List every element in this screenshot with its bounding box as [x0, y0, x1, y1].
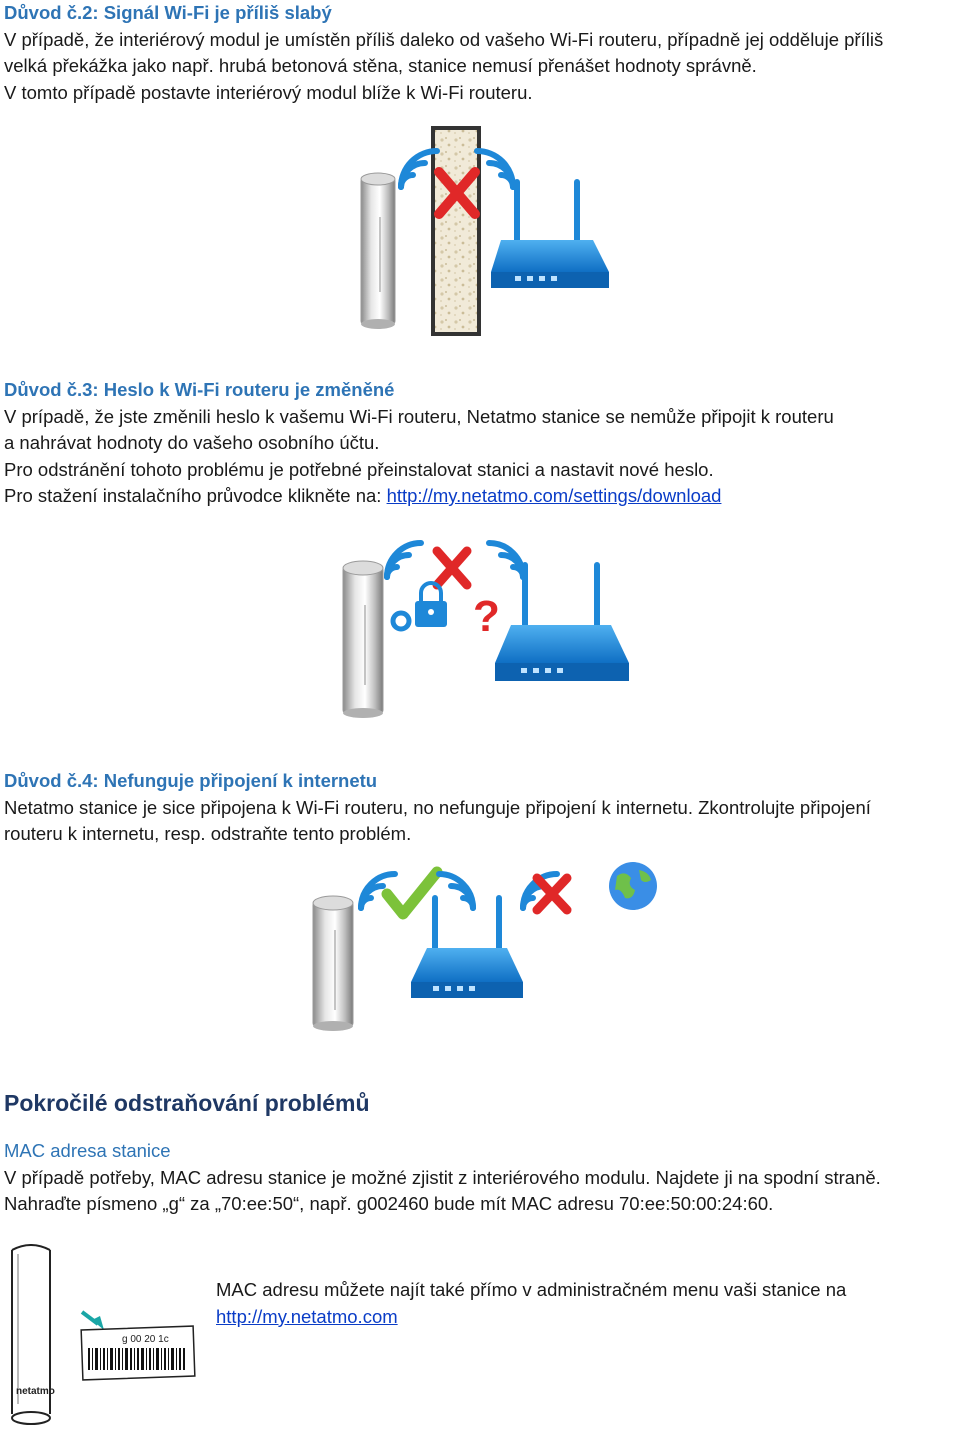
password-illustration [335, 535, 635, 719]
cross-icon [537, 878, 567, 910]
module-outline-icon [12, 1245, 50, 1424]
mac-note [216, 1277, 956, 1330]
advanced-heading: Pokročilé odstraňování problémů [4, 1090, 370, 1116]
mac-note-text: MAC adresu můžete najít také přímo v administračném menu vaši stanice na [216, 1279, 847, 1300]
reason4-heading: Důvod č.4: Nefunguje připojení k internetu [4, 770, 378, 791]
globe-icon [609, 862, 657, 910]
station-cylinder-icon [361, 173, 395, 329]
concrete-wall-icon [433, 128, 479, 334]
wifi-waves-right-icon [477, 151, 513, 187]
reason4-text-1: Netatmo stanice je sice připojena k Wi-Fi routeru, no nefunguje připojení k internetu. Zkontrolujte připojení [4, 796, 871, 818]
label-code: g 00 20 1c [122, 1334, 169, 1345]
reason2-section [4, 0, 956, 106]
mac-heading: MAC adresa stanice [4, 1140, 171, 1161]
router-icon [411, 898, 523, 998]
reason4-text-2: routeru k internetu, resp. odstraňte tento problém. [4, 823, 412, 844]
reason3-text-3: Pro odstránění tohoto problému je potřebné přeinstalovat stanici a nastavit nové heslo. [4, 458, 714, 480]
label-arrow-icon [82, 1312, 104, 1330]
reason4-section [4, 768, 956, 848]
mac-text-2: Nahraďte písmeno „g“ za „70:ee:50“, např. g002460 bude mít MAC adresu 70:ee:50:00:24:60. [4, 1193, 774, 1214]
weak-signal-illustration [355, 122, 615, 340]
brand-logo: netatmo [16, 1386, 55, 1397]
reason2-heading: Důvod č.2: Signál Wi-Fi je příliš slabý [4, 2, 332, 23]
reason3-heading: Důvod č.3: Heslo k Wi-Fi routeru je změněné [4, 379, 395, 400]
no-internet-illustration [305, 860, 665, 1032]
reason3-text-4 [4, 483, 956, 510]
wifi-waves-left-icon [387, 543, 421, 577]
reason3-text-1: V prípadě, že jste změnili heslo k vašemu Wi-Fi routeru, Netatmo stanice se nemůže připojit k routeru [4, 405, 834, 427]
barcode-label [81, 1326, 195, 1380]
mac-section [4, 1138, 956, 1218]
question-mark-icon: ? [473, 592, 500, 641]
reason3-link-prefix: Pro stažení instalačního průvodce klikněte na: [4, 485, 387, 506]
station-cylinder-icon [313, 896, 353, 1031]
station-cylinder-icon [343, 561, 383, 718]
reason2-text-2: velká překážka jako např. hrubá betonová stěna, stanice nemusí přenášet hodnoty správně. [4, 55, 757, 76]
router-icon [495, 565, 629, 681]
reason3-text-2: a nahrávat hodnoty do vašeho osobního účtu. [4, 432, 380, 453]
cross-icon [437, 551, 467, 585]
reason2-text-3: V tomto případě postavte interiérový modul blíže k Wi-Fi routeru. [4, 81, 533, 103]
router-icon [491, 182, 609, 288]
mac-text-1: V případě potřeby, MAC adresu stanice je možné zjistit z interiérového modulu. Najdete ji na spodní straně. [4, 1166, 881, 1188]
download-link[interactable]: http://my.netatmo.com/settings/download [386, 485, 722, 506]
module-label-illustration [4, 1244, 204, 1432]
reason3-section [4, 377, 956, 510]
wifi-waves-right-icon [489, 543, 523, 577]
netatmo-link[interactable]: http://my.netatmo.com [216, 1305, 398, 1327]
reason2-text-1: V případě, že interiérový modul je umístěn příliš daleko od vašeho Wi-Fi routeru, případně jej odděluje příliš [4, 28, 884, 50]
check-icon [387, 872, 437, 914]
